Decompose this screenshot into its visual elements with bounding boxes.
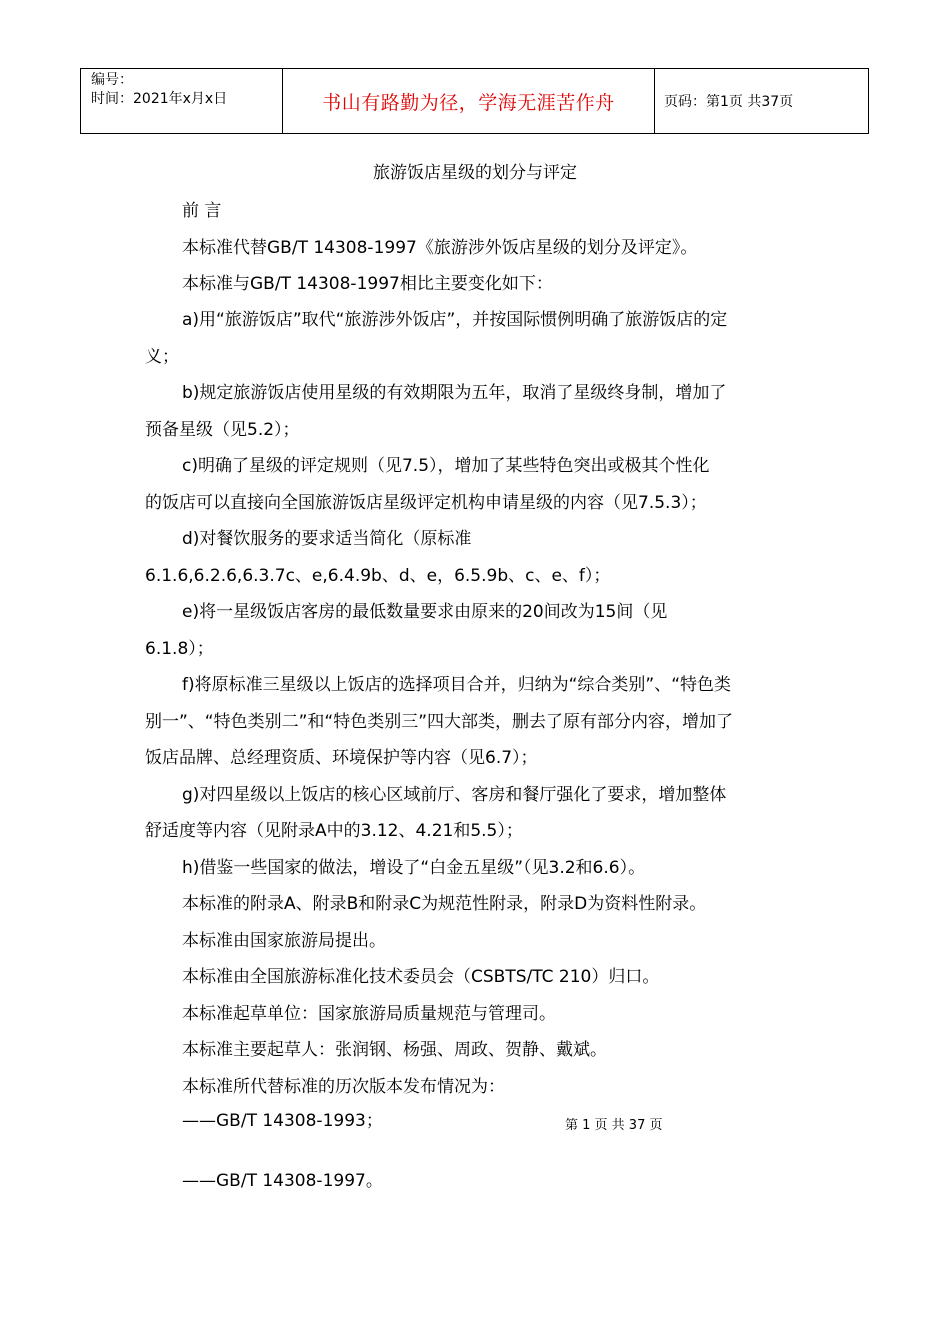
- paragraph-line: 6.1.6,6.2.6,6.3.7c、e,6.4.9b、d、e，6.5.9b、c、e、f）；: [145, 566, 611, 586]
- paragraph-line: 义；: [145, 347, 179, 367]
- header-table: [80, 68, 869, 134]
- paragraph-line: 的饭店可以直接向全国旅游饭店星级评定机构申请星级的内容（见7.5.3）；: [145, 493, 707, 513]
- document-title: 旅游饭店星级的划分与评定: [373, 163, 577, 183]
- paragraph-line: f)将原标准三星级以上饭店的选择项目合并，归纳为“综合类别”、“特色类: [182, 675, 732, 695]
- page-info: 页码：第1页 共37页: [664, 94, 794, 110]
- paragraph-line: ——GB/T 14308-1997。: [182, 1171, 383, 1191]
- paragraph-line: 6.1.8）；: [145, 639, 214, 659]
- paragraph-line: 别一”、“特色类别二”和“特色类别三”四大部类，删去了原有部分内容，增加了: [145, 712, 734, 732]
- paragraph-line: 本标准的附录A、附录B和附录C为规范性附录，附录D为资料性附录。: [182, 894, 707, 914]
- paragraph-line: 本标准由国家旅游局提出。: [182, 931, 386, 951]
- paragraph-line: a)用“旅游饭店”取代“旅游涉外饭店”，并按国际惯例明确了旅游饭店的定: [182, 310, 728, 330]
- page-footer: 第 1 页 共 37 页: [565, 1118, 663, 1133]
- header-page-cell: [655, 69, 868, 133]
- number-label: 编号：: [91, 72, 133, 88]
- paragraph-line: 本标准起草单位：国家旅游局质量规范与管理司。: [182, 1004, 556, 1024]
- time-label: 时间：2021年x月x日: [91, 91, 228, 107]
- paragraph-line: ——GB/T 14308-1993；: [182, 1111, 383, 1131]
- paragraph-line: c)明确了星级的评定规则（见7.5），增加了某些特色突出或极其个性化: [182, 456, 710, 476]
- paragraph-line: e)将一星级饭店客房的最低数量要求由原来的20间改为15间（见: [182, 602, 668, 622]
- header-meta-cell: [81, 69, 283, 133]
- paragraph-line: h)借鉴一些国家的做法，增设了“白金五星级”（见3.2和6.6）。: [182, 858, 646, 878]
- header-motto-cell: [283, 69, 655, 133]
- paragraph-line: 舒适度等内容（见附录A中的3.12、4.21和5.5）；: [145, 821, 523, 841]
- paragraph-line: g)对四星级以上饭店的核心区域前厅、客房和餐厅强化了要求，增加整体: [182, 785, 727, 805]
- paragraph-line: 预备星级（见5.2）；: [145, 420, 300, 440]
- paragraph-line: 本标准代替GB/T 14308-1997《旅游涉外饭店星级的划分及评定》。: [182, 238, 698, 258]
- paragraph-line: 本标准主要起草人：张润钢、杨强、周政、贺静、戴斌。: [182, 1040, 607, 1060]
- preface-heading: 前 言: [182, 201, 222, 221]
- motto-text: 书山有路勤为径，学海无涯苦作舟: [322, 91, 615, 114]
- paragraph-line: 本标准由全国旅游标准化技术委员会（CSBTS/TC 210）归口。: [182, 967, 660, 987]
- paragraph-line: b)规定旅游饭店使用星级的有效期限为五年，取消了星级终身制，增加了: [182, 383, 727, 403]
- paragraph-line: 饭店品牌、总经理资质、环境保护等内容（见6.7）；: [145, 748, 538, 768]
- paragraph-line: 本标准所代替标准的历次版本发布情况为：: [182, 1077, 505, 1097]
- paragraph-line: d)对餐饮服务的要求适当简化（原标准: [182, 529, 472, 549]
- paragraph-line: 本标准与GB/T 14308-1997相比主要变化如下：: [182, 274, 553, 294]
